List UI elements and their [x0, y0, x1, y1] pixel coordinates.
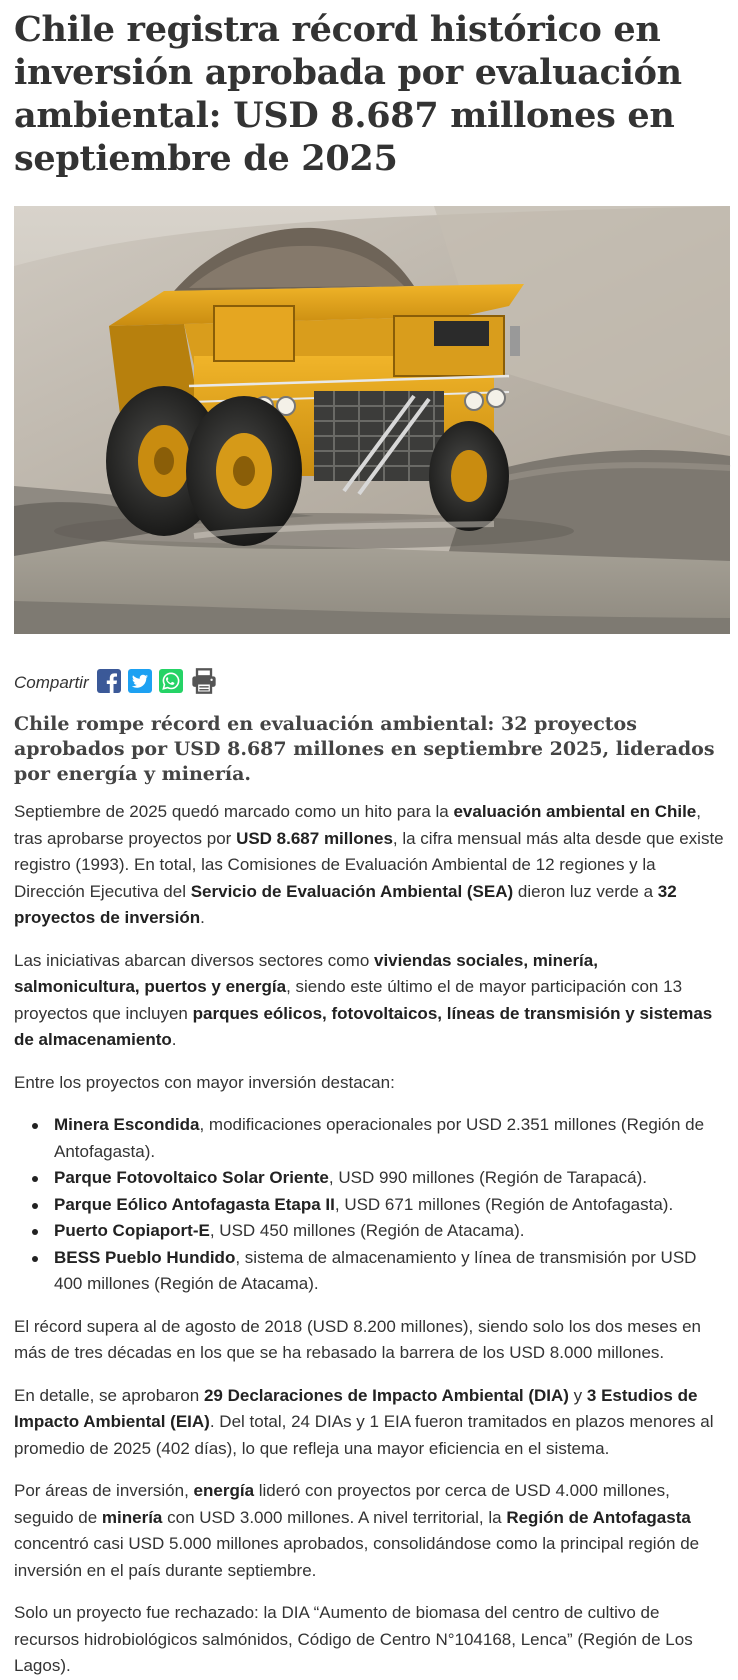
share-bar: [14, 666, 724, 696]
list-item: Parque Fotovoltaico Solar Oriente, USD 990 millones (Región de Tarapacá).: [54, 1165, 724, 1192]
paragraph-2: Las iniciativas abarcan diversos sectores como viviendas sociales, minería, salmonicultura, puertos y energía, siendo este último el de mayor participación con 13 proyectos que incluyen parques eólicos, fotovoltaicos, líneas de transmisión y sistemas de almacenamiento.: [14, 950, 713, 1049]
list-item: Minera Escondida, modificaciones operacionales por USD 2.351 millones (Región de Antofagasta).: [54, 1112, 724, 1165]
article-title: Chile registra récord histórico en inversión aprobada por evaluación ambiental: USD 8.687 millones en septiembre de 2025: [14, 9, 682, 179]
share-label: Compartir: [14, 673, 89, 692]
paragraph-3: Entre los proyectos con mayor inversión destacan:: [14, 1072, 395, 1092]
whatsapp-icon[interactable]: [159, 669, 183, 693]
facebook-icon[interactable]: [97, 669, 121, 693]
paragraph-7: Solo un proyecto fue rechazado: la DIA “Aumento de biomasa del centro de cultivo de recursos hidrobiológicos salmónidos, Código de Centro N°104168, Lenca” (Región de Los Lagos).: [14, 1603, 693, 1675]
paragraph-6: Por áreas de inversión, energía lideró con proyectos por cerca de USD 4.000 millones, seguido de minería con USD 3.000 millones. A nivel territorial, la Región de Antofagasta concentró casi USD 5.000 millones aprobados, consolidándose como la principal región de inversión en el país durante septiembre.: [14, 1481, 700, 1580]
paragraph-5: En detalle, se aprobaron 29 Declaraciones de Impacto Ambiental (DIA) y 3 Estudios de Impacto Ambiental (EIA). Del total, 24 DIAs y 1 EIA fueron tramitados en plazos menores al promedio de 2025 (402 días), lo que refleja una mayor eficiencia en el sistema.: [14, 1385, 714, 1458]
print-icon[interactable]: [190, 667, 218, 695]
article-body: [14, 799, 724, 1680]
twitter-icon[interactable]: [128, 669, 152, 693]
projects-list: [14, 1112, 724, 1298]
list-item: Puerto Copiaport-E, USD 450 millones (Región de Atacama).: [54, 1218, 724, 1245]
mining-truck-illustration: [14, 206, 730, 634]
list-item: BESS Pueblo Hundido, sistema de almacenamiento y línea de transmisión por USD 400 millones (Región de Atacama).: [54, 1245, 724, 1298]
list-item: Parque Eólico Antofagasta Etapa II, USD 671 millones (Región de Antofagasta).: [54, 1192, 724, 1219]
paragraph-1: Septiembre de 2025 quedó marcado como un hito para la evaluación ambiental en Chile, tras aprobarse proyectos por USD 8.687 millones, la cifra mensual más alta desde que existe registro (1993). En total, las Comisiones de Evaluación Ambiental de 12 regiones y la Dirección Ejecutiva del Servicio de Evaluación Ambiental (SEA) dieron luz verde a 32 proyectos de inversión.: [14, 802, 724, 927]
article-hero-image: [14, 206, 730, 634]
paragraph-4: El récord supera al de agosto de 2018 (USD 8.200 millones), siendo solo los dos meses en más de tres décadas en los que se ha rebasado la barrera de los USD 8.000 millones.: [14, 1316, 701, 1362]
article-lead: Chile rompe récord en evaluación ambiental: 32 proyectos aprobados por USD 8.687 millones en septiembre 2025, liderados por energía y minería.: [14, 713, 715, 785]
